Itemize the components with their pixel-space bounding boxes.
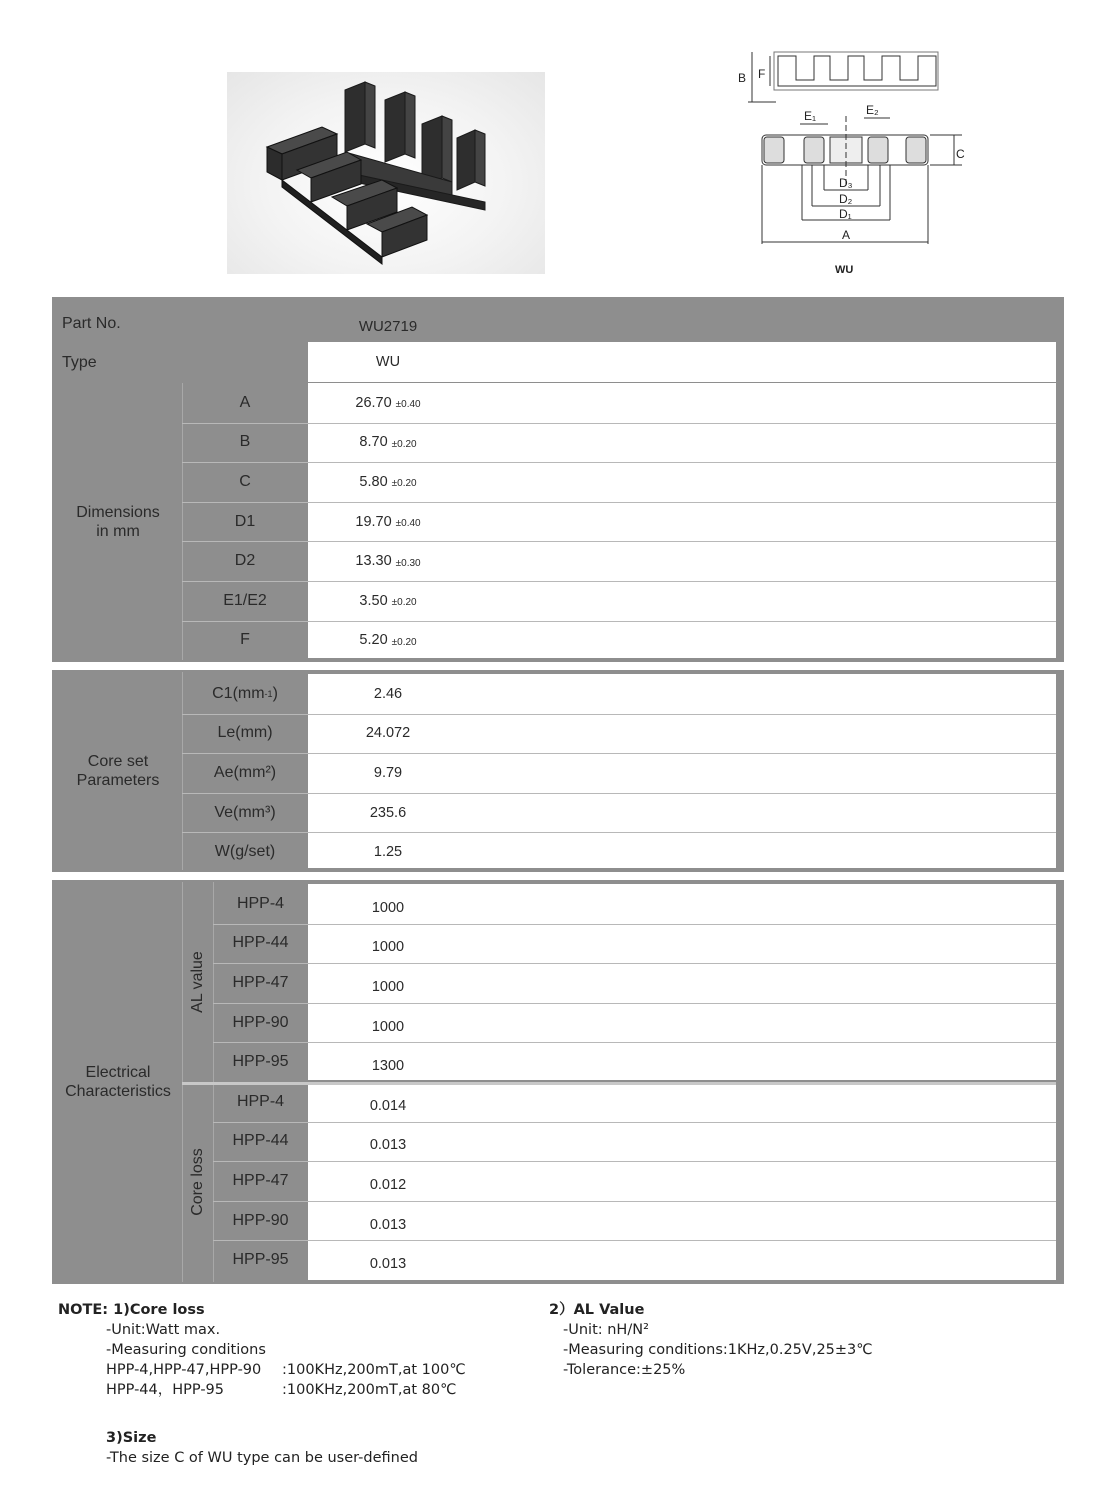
dimension-name: C — [239, 472, 251, 490]
row-divider — [213, 924, 1056, 925]
al-value: 1000 — [371, 939, 405, 956]
core-param-value: 9.79 — [373, 764, 403, 781]
row-divider — [213, 1042, 1056, 1043]
core-param-label: Le(mm) — [217, 724, 273, 742]
note-al-unit: -Unit: nH/N² — [563, 1322, 649, 1338]
note-cond: -Measuring conditions — [106, 1342, 266, 1358]
core-set-table — [52, 670, 1064, 872]
al-material: HPP-95 — [232, 1053, 289, 1071]
core-param-name — [182, 832, 308, 872]
row-divider — [213, 1161, 1056, 1162]
note-cond2-materials: HPP-44，HPP-95 — [106, 1382, 225, 1398]
core-param-name — [182, 674, 308, 714]
dimension-value — [308, 502, 468, 542]
row-divider — [182, 753, 1056, 754]
note-core-loss-title: NOTE: 1)Core loss — [58, 1302, 205, 1318]
row-divider — [182, 714, 1056, 715]
core-param-label: Ve(mm³) — [214, 803, 276, 821]
core-loss-material: HPP-95 — [232, 1251, 289, 1269]
core-loss-material: HPP-44 — [232, 1132, 289, 1150]
drawing-label-d2: D₂ — [839, 192, 853, 206]
core-loss-material: HPP-90 — [232, 1211, 289, 1229]
core-param-sup: -1 — [264, 688, 273, 699]
al-material: HPP-90 — [232, 1013, 289, 1031]
note-al-cond: -Measuring conditions:1KHz,0.25V,25±3℃ — [563, 1342, 873, 1358]
core-param-value: 1.25 — [373, 844, 403, 861]
dimension-name: D2 — [234, 552, 256, 570]
core-param-value: 24.072 — [365, 725, 411, 742]
dimension-name: B — [239, 433, 251, 451]
core-set-group-label: Core set Parameters — [76, 753, 160, 789]
al-material: HPP-44 — [232, 934, 289, 952]
row-divider — [182, 423, 1056, 424]
dimension-nominal: 5.80 — [359, 473, 388, 490]
row-divider — [213, 1240, 1056, 1241]
row-divider — [182, 621, 1056, 622]
dimension-nominal: 26.70 — [355, 394, 392, 411]
dimension-value — [308, 423, 468, 463]
note-size-title: 3)Size — [106, 1430, 157, 1446]
dimension-value — [308, 581, 468, 621]
al-material: HPP-4 — [236, 894, 285, 912]
dimensions-group-label: Dimensions in mm — [76, 503, 160, 540]
row-divider — [213, 1201, 1056, 1202]
core-loss-value: 0.013 — [369, 1256, 407, 1273]
core-param-value: 2.46 — [373, 685, 403, 702]
note-cond1-value: :100KHz,200mT,at 100℃ — [282, 1362, 466, 1378]
dimension-nominal: 19.70 — [355, 513, 392, 530]
core-param-name — [182, 793, 308, 833]
row-divider — [182, 462, 1056, 463]
core-param-tail: ) — [272, 684, 278, 702]
dimension-tolerance: ±0.20 — [391, 597, 417, 609]
dimension-nominal: 3.50 — [359, 592, 388, 609]
drawing-label-e2: E₂ — [866, 103, 879, 117]
electrical-group-label: Electrical Characteristics — [65, 1064, 171, 1100]
row-divider — [182, 502, 1056, 503]
core-loss-material: HPP-47 — [232, 1171, 289, 1189]
row-divider — [182, 793, 1056, 794]
dimension-value — [308, 383, 468, 423]
note-al-tolerance: -Tolerance:±25% — [563, 1362, 686, 1378]
note-size-text: -The size C of WU type can be user-defined — [106, 1450, 418, 1466]
note-al-title: 2）AL Value — [549, 1302, 645, 1318]
row-divider — [182, 832, 1056, 833]
core-param-label: Ae(mm²) — [213, 763, 277, 781]
row-divider — [213, 963, 1056, 964]
al-material: HPP-47 — [232, 973, 289, 991]
dimension-tolerance: ±0.20 — [391, 478, 417, 490]
dimension-name: E1/E2 — [223, 591, 267, 609]
dimension-value — [308, 541, 468, 581]
core-param-value: 235.6 — [369, 804, 407, 821]
note-unit: -Unit:Watt max. — [106, 1322, 221, 1338]
notes-right — [549, 1300, 1049, 1380]
dimension-tolerance: ±0.40 — [395, 399, 421, 411]
type-value-cell — [308, 342, 1056, 382]
dimension-name: D1 — [234, 512, 256, 530]
core-loss-material: HPP-4 — [236, 1092, 285, 1110]
electrical-table — [52, 880, 1064, 1284]
core-loss-value: 0.013 — [369, 1216, 407, 1233]
drawing-label-e1: E₁ — [804, 109, 817, 123]
ferrite-core-image — [227, 72, 545, 274]
drawing-label-c: C — [956, 147, 965, 161]
drawing-label-d1: D₁ — [839, 207, 852, 221]
dimension-tolerance: ±0.30 — [395, 557, 421, 569]
core-loss-value: 0.013 — [369, 1137, 407, 1154]
dimension-name: A — [239, 393, 251, 411]
type-label: Type — [62, 354, 97, 371]
al-value: 1000 — [371, 899, 405, 916]
drawing-label-d3: D₃ — [839, 176, 853, 190]
drawing-label-b: B — [738, 71, 747, 85]
row-divider — [182, 581, 1056, 582]
part-no-label: Part No. — [62, 315, 121, 332]
dimension-value — [308, 462, 468, 502]
row-divider — [213, 1003, 1056, 1004]
core-loss-value: 0.012 — [369, 1176, 407, 1193]
dimension-tolerance: ±0.20 — [391, 438, 417, 450]
al-value: 1000 — [371, 1018, 405, 1035]
dimensions-table — [52, 297, 1064, 662]
al-value-label: AL value — [188, 951, 206, 1013]
note-cond2-value: :100KHz,200mT,at 80℃ — [282, 1382, 457, 1398]
note-cond1-materials: HPP-4,HPP-47,HPP-90 — [106, 1362, 262, 1378]
type-value: WU — [375, 354, 401, 370]
al-value: 1300 — [371, 1058, 405, 1075]
core-param-label: C1(mm — [212, 684, 265, 702]
dimension-nominal: 5.20 — [359, 632, 388, 649]
dimension-name: F — [240, 631, 250, 649]
core-param-name — [182, 753, 308, 793]
dimension-value — [308, 621, 468, 661]
core-param-name — [182, 714, 308, 754]
al-value: 1000 — [371, 978, 405, 995]
dimension-tolerance: ±0.40 — [395, 518, 421, 530]
drawing-label-a: A — [842, 228, 851, 242]
core-loss-label: Core loss — [188, 1148, 206, 1216]
part-no-value: WU2719 — [358, 317, 418, 335]
drawing-label-f: F — [758, 67, 766, 81]
product-photo — [227, 72, 545, 274]
row-divider — [182, 541, 1056, 542]
dimension-nominal: 8.70 — [359, 434, 388, 451]
technical-drawing — [730, 38, 970, 278]
core-param-label: W(g/set) — [214, 843, 276, 861]
dimension-nominal: 13.30 — [355, 553, 392, 570]
notes-left — [58, 1300, 518, 1468]
row-divider — [213, 1122, 1056, 1123]
core-loss-value: 0.014 — [369, 1097, 407, 1114]
dimension-tolerance: ±0.20 — [391, 636, 417, 648]
drawing-caption: WU — [835, 264, 854, 276]
